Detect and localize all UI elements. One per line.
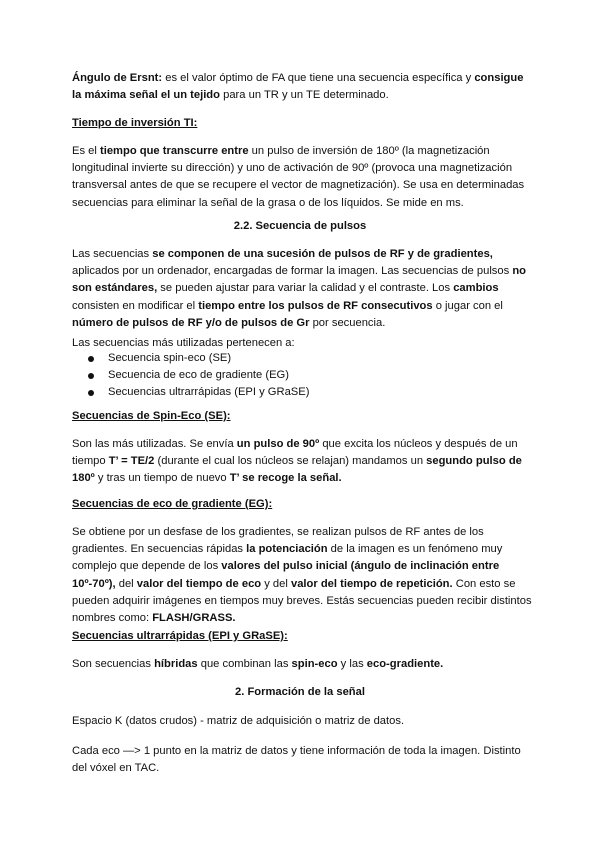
bold-run: se componen de una sucesión de pulsos de RF y de gradientes, <box>152 248 493 260</box>
list-item <box>72 350 309 367</box>
list-item <box>72 367 309 384</box>
cada-eco-paragraph: Cada eco —> 1 punto en la matriz de datos y tiene información de toda la imagen. Distinto del vóxel en TAC. <box>72 745 521 775</box>
text-run: un pulso de inversión de 180º (la magnetización longitudinal invierte su dirección) y uno de activación de 90º (provoca una magnetización transversal antes de que se recupere el vector de magnetización). Se usa en determinadas secuencias para eliminar la señal de la grasa o de los líquidos. Se mide en ms. <box>72 145 525 209</box>
angulo-ernst-paragraph <box>72 70 532 104</box>
text-run: que excita los núcleos y después de un tiempo <box>72 438 518 468</box>
bullet-icon <box>88 356 94 362</box>
text-run: o jugar con el <box>432 299 503 312</box>
text-run: Las secuencias <box>72 248 153 260</box>
bold-run: número de pulsos de RF y/o de pulsos de Gr <box>72 316 310 329</box>
bold-run: T’ = TE/2 <box>108 455 155 468</box>
eco-gradiente-heading: Secuencias de eco de gradiente (EG): <box>72 498 273 510</box>
mas-utilizadas-intro: Las secuencias más utilizadas pertenecen a: <box>72 337 295 349</box>
text-run: Es el <box>72 145 100 157</box>
bold-run: tiempo entre los pulsos de RF consecutivos <box>198 299 433 312</box>
text-run: aplicados por un ordenador, encargadas de formar la imagen. Las secuencias de pulsos <box>72 265 513 278</box>
sequence-type-list <box>72 350 309 402</box>
bold-run: valor del tiempo de eco <box>136 577 262 590</box>
ti-paragraph <box>72 143 532 212</box>
bold-run: cambios <box>453 282 499 295</box>
bullet-icon <box>88 390 94 396</box>
text-run: consisten en modificar el <box>72 299 199 312</box>
text-run: se pueden ajustar para variar la calidad y el contraste. Los <box>157 282 454 295</box>
text-run: es el valor óptimo de FA que tiene una secuencia específica y <box>162 72 475 84</box>
list-item <box>72 384 309 401</box>
text-run: por secuencia. <box>309 316 386 329</box>
bold-run: un pulso de 90º <box>236 438 320 450</box>
text-run: para un TR y un TE determinado. <box>219 89 389 102</box>
text-run: que combinan las <box>197 658 292 670</box>
bold-run: la potenciación <box>246 543 328 556</box>
eco-gradiente-paragraph <box>72 524 532 627</box>
text-run: Son las más utilizadas. Se envía <box>72 438 237 450</box>
bold-run: valor del tiempo de repetición. <box>290 577 453 590</box>
list-item-text: Secuencia de eco de gradiente (EG) <box>108 369 289 382</box>
text-run: Son secuencias <box>72 658 155 670</box>
spin-eco-heading: Secuencias de Spin-Eco (SE): <box>72 410 231 422</box>
text-run: y tras un tiempo de nuevo <box>94 472 230 485</box>
list-item-text: Secuencia spin-eco (SE) <box>108 352 232 364</box>
bold-run: tiempo que transcurre entre <box>99 145 249 157</box>
spin-eco-paragraph <box>72 436 532 488</box>
bold-run: eco-gradiente. <box>366 658 444 670</box>
ultrarrapidas-paragraph <box>72 656 532 673</box>
section-2-title: 2. Formación de la señal <box>235 686 365 698</box>
bullet-icon <box>88 373 94 379</box>
bold-run: T’ se recoge la señal. <box>229 472 342 485</box>
text-run: y del <box>261 577 291 590</box>
espacio-k-paragraph: Espacio K (datos crudos) - matriz de adquisición o matriz de datos. <box>72 715 405 727</box>
bold-run: no son estándares, <box>72 265 526 295</box>
bold-run: consigue la máxima señal el un tejido <box>72 72 524 102</box>
text-run: de la imagen es un fenómeno muy complejo que depende de los <box>72 543 503 573</box>
text-run: Se obtiene por un desfase de los gradientes, se realizan pulsos de RF antes de los gradientes. En secuencias rápidas <box>72 526 484 556</box>
angulo-term: Ángulo de Ersnt: <box>72 72 163 84</box>
ti-heading: Tiempo de inversión TI: <box>72 117 198 129</box>
section-2-2-title: 2.2. Secuencia de pulsos <box>233 220 367 232</box>
text-run: Con esto se pueden adquirir imágenes en tiempos muy breves. Estás secuencias pueden recibir distintos nombres como: <box>72 577 532 625</box>
bold-run: FLASH/GRASS. <box>152 612 236 625</box>
text-run: y las <box>337 658 367 670</box>
bold-run: segundo pulso de 180º <box>72 455 522 485</box>
secuencias-paragraph <box>72 246 532 332</box>
list-item-text: Secuencias ultrarrápidas (EPI y GRaSE) <box>108 386 310 399</box>
text-run: (durante el cual los núcleos se relajan) mandamos un <box>154 455 427 468</box>
bold-run: spin-eco <box>291 658 338 670</box>
text-run: del <box>115 577 137 590</box>
bold-run: híbridas <box>154 658 198 670</box>
ultrarrapidas-heading: Secuencias ultrarrápidas (EPI y GRaSE): <box>72 630 288 642</box>
bold-run: valores del pulso inicial (ángulo de inclinación entre 10º-70º), <box>72 560 500 590</box>
